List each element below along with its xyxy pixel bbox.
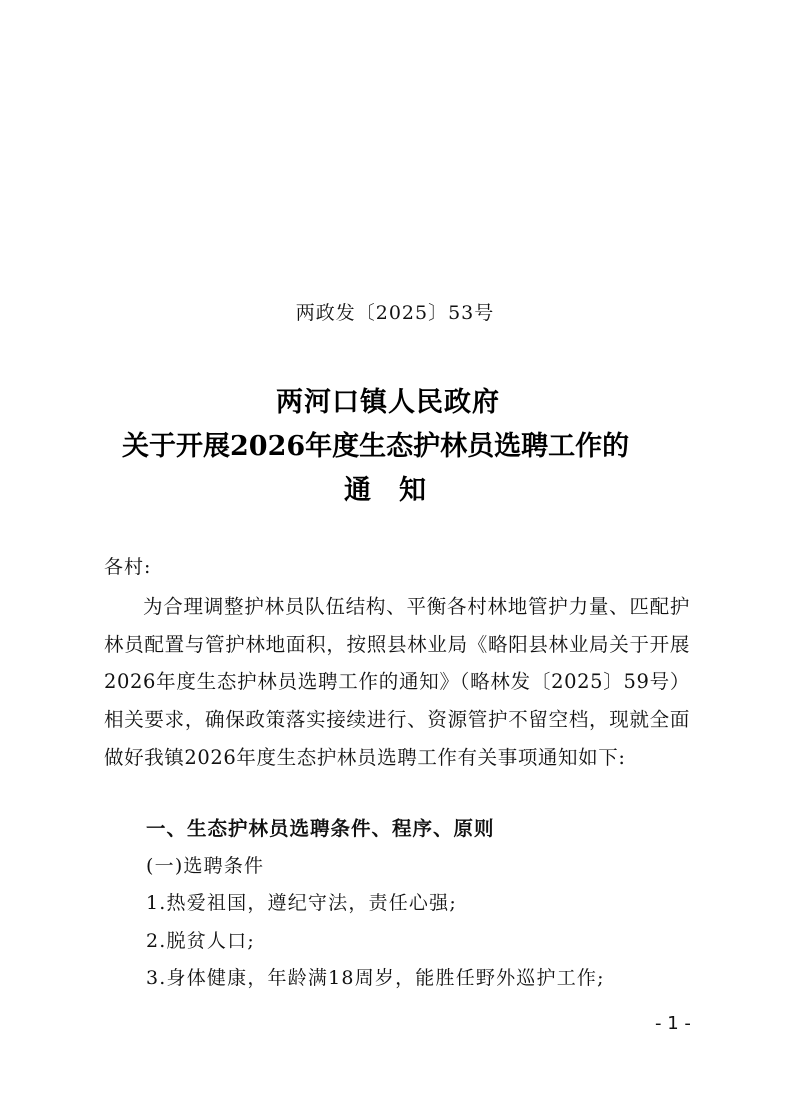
- list-item: 3.身体健康，年龄满18周岁，能胜任野外巡护工作;: [146, 967, 605, 989]
- title-char-zhi: 知: [399, 475, 427, 506]
- page-number: - 1 -: [655, 1013, 691, 1034]
- title-line-3: [344, 468, 427, 507]
- document-number: 两政发〔2025〕53号: [295, 302, 495, 324]
- subsection-heading: (一)选聘条件: [146, 855, 265, 877]
- title-line-2: 关于开展2026年度生态护林员选聘工作的: [122, 431, 630, 462]
- list-item: 2.脱贫人口;: [146, 930, 255, 952]
- title-char-tong: 通: [344, 475, 372, 506]
- section-heading: 一、生态护林员选聘条件、程序、原则: [146, 817, 495, 840]
- title-line-1: 两河口镇人民政府: [276, 387, 500, 418]
- body-paragraph: 为合理调整护林员队伍结构、平衡各村林地管护力量、匹配护林员配置与管护林地面积，按照县林业局《略阳县林业局关于开展2026年度生态护林员选聘工作的通知》（略林发〔2025〕59号）相关要求，确保政策落实接续进行、资源管护不留空档，现就全面做好我镇2026年度生态护林员选聘工作有关事项通知如下:: [104, 595, 690, 769]
- salutation: 各村:: [104, 556, 152, 578]
- list-item: 1.热爱祖国，遵纪守法，责任心强;: [146, 892, 457, 914]
